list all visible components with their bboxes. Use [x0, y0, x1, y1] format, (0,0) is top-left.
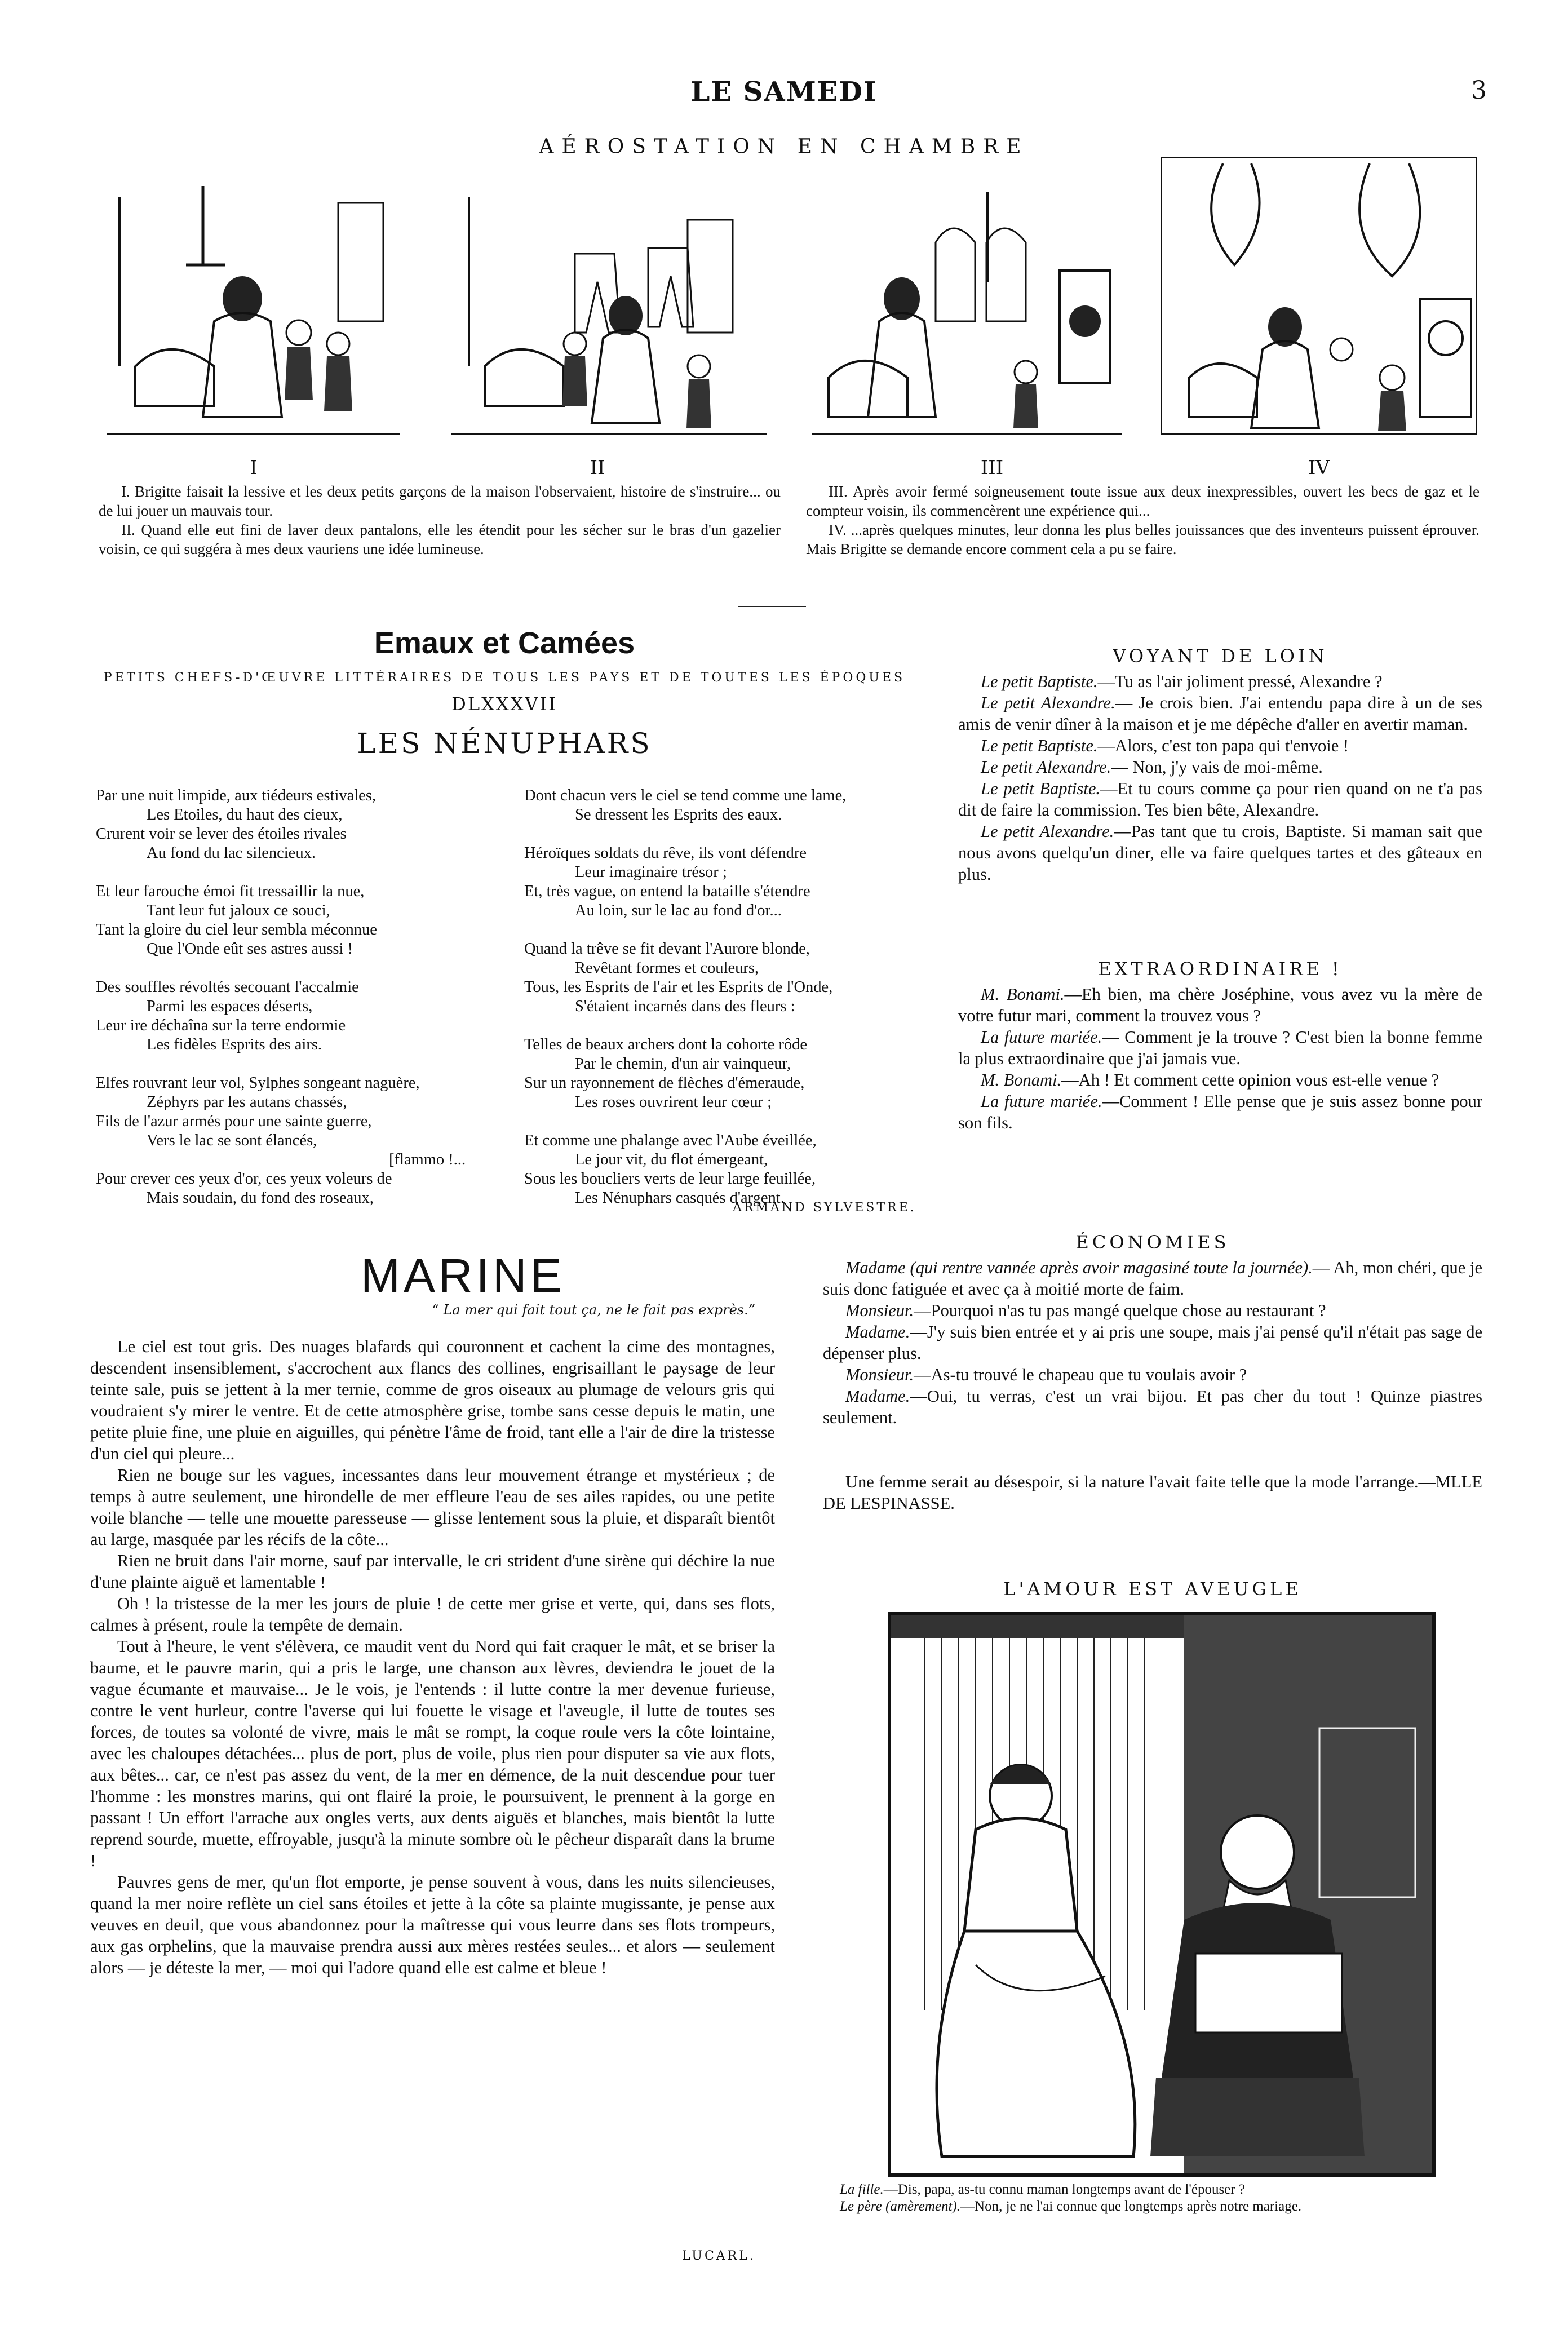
strip-caption-right — [806, 482, 1480, 559]
marine-title: MARINE — [361, 1249, 565, 1302]
verse: Les Etoiles, du haut des cieux, — [147, 806, 343, 823]
paragraph: Rien ne bruit dans l'air morne, sauf par intervalle, le cri strident d'une sirène qui déchire la nue d'une plainte aiguë et lamentable ! — [90, 1551, 775, 1592]
economies-title: ÉCONOMIES — [1075, 1232, 1230, 1253]
caption-line — [823, 2181, 1482, 2198]
voyant-dialog — [958, 671, 1482, 885]
panel-numeral: I — [250, 457, 258, 479]
paragraph: Oh ! la tristesse de la mer les jours de pluie ! de cette mer grise et verte, qui, dans ses flots, calmes à présent, roule la tempête de demain. — [90, 1594, 775, 1635]
speech: —Dis, papa, as-tu connu maman longtemps avant de l'épouser ? — [883, 2182, 1245, 2197]
stanza — [524, 1035, 919, 1112]
verse: Dont chacun vers le ciel se tend comme une lame, — [524, 787, 847, 804]
journal-title: LE SAMEDI — [690, 76, 878, 108]
dialog-line — [958, 671, 1482, 692]
verse: Se dressent les Esprits des eaux. — [575, 806, 782, 823]
verse: Telles de beaux archers dont la cohorte rôde — [524, 1036, 808, 1053]
voyant-title: VOYANT DE LOIN — [1113, 645, 1328, 667]
paragraph: Pauvres gens de mer, qu'un flot emporte, je pense souvent à vous, dans les nuits silencieuses, quand la mer noire reflète un ciel sans étoiles et jette à la côte sa plainte mugissante, je pense aux veuves en deuil, que vous abandonnez pour la maîtresse qui vous leurre dans ses flots trompeurs, aux gas orphelins, que la mauvaise prendra aussi aux mères restées seules... et alors — seulement alors — je déteste la mer, — moi qui l'adore quand elle est calme et bleue ! — [90, 1872, 775, 1977]
verse: Des souffles révoltés secouant l'accalmie — [96, 978, 359, 996]
speaker: Madame. — [845, 1322, 910, 1341]
speech: —Et tu cours comme ça pour rien quand on ne t'a pas dit de faire la commission. Tes bien bête, Alexandre. — [958, 779, 1482, 820]
verse: Les Nénuphars casqués d'argent. — [575, 1189, 785, 1207]
verse: Vers le lac se sont élancés, — [147, 1132, 317, 1149]
speech: — Non, j'y vais de moi-même. — [1111, 758, 1323, 777]
dialog-line — [823, 1257, 1482, 1300]
verse: Et, très vague, on entend la bataille s'étendre — [524, 883, 810, 900]
strip-panel-4 — [1155, 152, 1482, 457]
dialog-line — [958, 692, 1482, 735]
verse: Pour crever ces yeux d'or, ces yeux voleurs de — [96, 1170, 392, 1188]
marine-epigraph: “ La mer qui fait tout ça, ne le fait pas exprès.” — [432, 1302, 755, 1318]
panel-numeral: II — [590, 457, 605, 479]
speech: —Alors, c'est ton papa qui t'envoie ! — [1097, 736, 1349, 755]
verse: Elfes rouvrant leur vol, Sylphes songeant naguère, — [96, 1074, 420, 1092]
stanza — [524, 844, 919, 920]
speech: —Pourquoi n'as tu pas mangé quelque chose au restaurant ? — [914, 1301, 1326, 1320]
speaker: La future mariée. — [981, 1028, 1102, 1047]
verse: S'étaient incarnés dans des fleurs : — [575, 998, 795, 1015]
paragraph: Le ciel est tout gris. Des nuages blafards qui couronnent et cachent la cime des montagnes, descendent insensiblement, s'accrochent aux flancs des collines, engrisaillant le paysage de leur teinte sale, puis se jettent à la mer ternie, comme de gros oiseaux au plumage de velours gris qui voudraient s'y mirer le ventre. Et de cette atmosphère grise, tombe sans cesse depuis le matin, une petite pluie fine, une pluie en aiguilles, qui pénètre l'âme de froid, tant elle a l'air de dire la tristesse d'un ciel qui pleure... — [90, 1337, 775, 1463]
speaker: La future mariée. — [981, 1092, 1102, 1111]
speaker: Madame. — [845, 1387, 910, 1406]
emaux-number: DLXXXVII — [451, 693, 557, 715]
speaker: Le petit Baptiste. — [981, 779, 1101, 798]
caption-line — [823, 2198, 1482, 2215]
poem-column-1 — [96, 786, 513, 1227]
verse: Quand la trêve se fit devant l'Aurore blonde, — [524, 940, 810, 958]
verse: Les roses ouvrirent leur cœur ; — [575, 1093, 772, 1111]
verse: Héroïques soldats du rêve, ils vont défendre — [524, 844, 807, 862]
stanza — [96, 978, 513, 1055]
speech: — Ah, mon chéri, que je suis donc fatiguée et avec ça à moitié morte de faim. — [823, 1258, 1482, 1299]
dialog-line — [958, 984, 1482, 1026]
speaker: Le petit Alexandre. — [981, 822, 1114, 841]
panel-numeral: III — [980, 457, 1004, 479]
speech: —Pas tant que tu crois, Baptiste. Si maman sait que nous avons quelqu'un diner, elle va faire quelques tartes et des gâteaux en plus. — [958, 822, 1482, 884]
speech: — Je crois bien. J'ai entendu papa dire à un de ses amis de venir dîner à la maison et je me dépêche d'aller en avertir maman. — [958, 693, 1482, 734]
caption-paragraph: IV. ...après quelques minutes, leur donna les plus belles jouissances que des inventeurs puissent éprouver. Mais Brigitte se demande encore comment cela a pu se faire. — [806, 521, 1480, 557]
verse: Et comme une phalange avec l'Aube éveillée, — [524, 1132, 817, 1149]
dialog-line — [958, 1026, 1482, 1069]
speaker: Madame (qui rentre vannée après avoir magasiné toute la journée). — [845, 1258, 1313, 1277]
verse: Et leur farouche émoi fit tressaillir la nue, — [96, 883, 365, 900]
verse: Revêtant formes et couleurs, — [575, 959, 759, 977]
caption-paragraph: I. Brigitte faisait la lessive et les deux petits garçons de la maison l'observaient, histoire de s'instruire... ou de lui jouer un mauvais tour. — [99, 483, 781, 519]
stanza — [96, 1074, 513, 1208]
speaker: La fille. — [840, 2182, 884, 2197]
caption-paragraph: III. Après avoir fermé soigneusement toute issue aux deux inexpressibles, ouvert les becs de gaz et le compteur voisin, ils commencèrent une expérience qui... — [806, 483, 1480, 519]
panel-numeral: IV — [1308, 457, 1330, 479]
stanza — [524, 940, 919, 1016]
verse: Sous les boucliers verts de leur large feuillée, — [524, 1170, 816, 1188]
verse: Parmi les espaces déserts, — [147, 998, 313, 1015]
emaux-subtitle: PETITS CHEFS-D'ŒUVRE LITTÉRAIRES DE TOUS LES PAYS ET DE TOUTES LES ÉPOQUES — [103, 671, 906, 685]
verse: Les fidèles Esprits des airs. — [147, 1036, 322, 1053]
stanza — [524, 1131, 919, 1208]
amour-illustration — [888, 1612, 1436, 2177]
amour-title: L'AMOUR EST AVEUGLE — [1003, 1578, 1302, 1600]
stanza — [96, 786, 513, 863]
verse: Fils de l'azur armés pour une sainte guerre, — [96, 1113, 372, 1130]
speech: —Ah ! Et comment cette opinion vous est-elle venue ? — [1061, 1070, 1439, 1090]
verse: Au loin, sur le lac au fond d'or... — [575, 902, 782, 919]
page-number: 3 — [1471, 76, 1487, 105]
speaker: M. Bonami. — [981, 985, 1065, 1004]
dialog-line — [823, 1385, 1482, 1428]
paragraph: Tout à l'heure, le vent s'élèvera, ce maudit vent du Nord qui fait craquer le mât, et se briser la baume, et le pauvre marin, qui a pris le large, une chanson aux lèvres, deviendra le jouet de la vague écumante et mauvaise... Je le vois, je l'entends : il lutte contre la mer devenue furieuse, contre le vent hurleur, contre l'averse qui lui fouette le visage et l'aveugle, il lutte de toutes ses forces, de toutes sa volonté de vivre, mais le mât se rompt, la coque roule vers la côte lointaine, avec les chaloupes détachées... plus de port, plus de voile, plus rien pour disputer sa vie aux flots, aux bêtes... car, ce n'est pas assez du vent, de la mer en démence, de la nuit descendue pour tuer l'homme : les monstres marins, qui ont flairé la proie, le poursuivent, le prennent à la gorge en passant ! Un effort l'arrache aux ongles verts, aux dents aiguës et blanches, mais bientôt la lutte reprend sourde, muette, effroyable, jusqu'à la minute sombre où le pêcheur disparaît dans la brume ! — [90, 1637, 775, 1870]
marine-signature: LUCARL. — [682, 2249, 756, 2263]
economies-maxim — [823, 1471, 1482, 1514]
speech: —As-tu trouvé le chapeau que tu voulais avoir ? — [914, 1365, 1247, 1384]
caption-paragraph: II. Quand elle eut fini de laver deux pantalons, elle les étendit pour les sécher sur le bras d'un gazelier voisin, ce qui suggéra à mes deux vauriens une idée lumineuse. — [99, 521, 781, 557]
poem-title: LES NÉNUPHARS — [357, 727, 652, 760]
dialog-line — [958, 735, 1482, 756]
speaker: Le petit Baptiste. — [981, 736, 1098, 755]
dialog-line — [823, 1364, 1482, 1385]
strip-panel-1 — [101, 152, 406, 457]
speaker: Le petit Alexandre. — [981, 758, 1111, 777]
speaker: Le père (amèrement). — [840, 2199, 961, 2214]
dialog-line — [958, 1069, 1482, 1091]
speaker: Monsieur. — [845, 1365, 914, 1384]
verse: Par une nuit limpide, aux tiédeurs estivales, — [96, 787, 377, 804]
dialog-line — [823, 1300, 1482, 1321]
verse: Leur imaginaire trésor ; — [575, 863, 727, 881]
strip-panel-3 — [806, 152, 1127, 457]
stanza — [524, 786, 919, 825]
speech: —Oui, tu verras, c'est un vrai bijou. Et pas cher du tout ! Quinze piastres seulement. — [823, 1387, 1482, 1427]
poem-signature: ARMAND SYLVESTRE. — [733, 1201, 916, 1215]
verse: Tous, les Esprits de l'air et les Esprits de l'Onde, — [524, 978, 833, 996]
speech: —Tu as l'air joliment pressé, Alexandre ? — [1097, 672, 1383, 691]
verse: Que l'Onde eût ses astres aussi ! — [147, 940, 353, 958]
verse: Mais soudain, du fond des roseaux, — [147, 1189, 374, 1207]
dialog-line — [958, 1091, 1482, 1133]
stanza — [96, 882, 513, 959]
paragraph: Rien ne bouge sur les vagues, incessantes dans leur mouvement étrange et mystérieux ; de temps à autre seulement, une hirondelle de mer effleure l'eau de ses ailes rapides, ou une petite voile blanche — telle une mouette paresseuse — glisse lentement sous la pluie, et disparaît bientôt au large, masquée par les récifs de la côte... — [90, 1465, 775, 1549]
verse: Au fond du lac silencieux. — [147, 844, 316, 862]
speech: —Comment ! Elle pense que je suis assez bonne pour son fils. — [958, 1092, 1482, 1132]
economies-dialog — [823, 1257, 1482, 1428]
strip-title: AÉROSTATION EN CHAMBRE — [539, 135, 1029, 158]
divider — [738, 606, 806, 607]
speech: — Comment je la trouve ? C'est bien la bonne femme la plus extraordinaire que j'ai jamais vue. — [958, 1028, 1482, 1068]
strip-panel-2 — [445, 152, 772, 457]
strip-caption-left — [99, 482, 781, 559]
verse: Sur un rayonnement de flèches d'émeraude, — [524, 1074, 805, 1092]
emaux-title: Emaux et Camées — [374, 626, 635, 660]
dialog-line — [958, 778, 1482, 821]
speech: —Eh bien, ma chère Joséphine, vous avez vu la mère de votre futur mari, comment la trouvez vous ? — [958, 985, 1482, 1025]
maxim-text: Une femme serait au désespoir, si la nature l'avait faite telle que la mode l'arrange.—MLLE DE LESPINASSE. — [823, 1472, 1482, 1513]
dialog-line — [958, 756, 1482, 778]
poem-column-2 — [524, 786, 919, 1227]
speaker: Le petit Baptiste. — [981, 672, 1098, 691]
verse: [flammo !... — [389, 1151, 466, 1168]
speech: —Non, je ne l'ai connue que longtemps après notre mariage. — [960, 2199, 1302, 2214]
dialog-line — [958, 821, 1482, 885]
amour-caption — [823, 2181, 1482, 2215]
verse: Tant la gloire du ciel leur sembla méconnue — [96, 921, 377, 938]
dialog-line — [823, 1321, 1482, 1364]
verse: Leur ire déchaîna sur la terre endormie — [96, 1017, 346, 1034]
verse: Le jour vit, du flot émergeant, — [575, 1151, 768, 1168]
speaker: Monsieur. — [845, 1301, 914, 1320]
verse: Tant leur fut jaloux ce souci, — [147, 902, 330, 919]
verse: Zéphyrs par les autans chassés, — [147, 1093, 347, 1111]
verse: Par le chemin, d'un air vainqueur, — [575, 1055, 791, 1073]
speech: —J'y suis bien entrée et y ai pris une soupe, mais j'ai pensé qu'il n'était pas sage de dépenser plus. — [823, 1322, 1482, 1363]
speaker: M. Bonami. — [981, 1070, 1062, 1090]
extra-dialog — [958, 984, 1482, 1133]
speaker: Le petit Alexandre. — [981, 693, 1115, 712]
marine-text — [90, 1336, 775, 1978]
verse: Crurent voir se lever des étoiles rivales — [96, 825, 347, 843]
extra-title: EXTRAORDINAIRE ! — [1098, 958, 1343, 980]
